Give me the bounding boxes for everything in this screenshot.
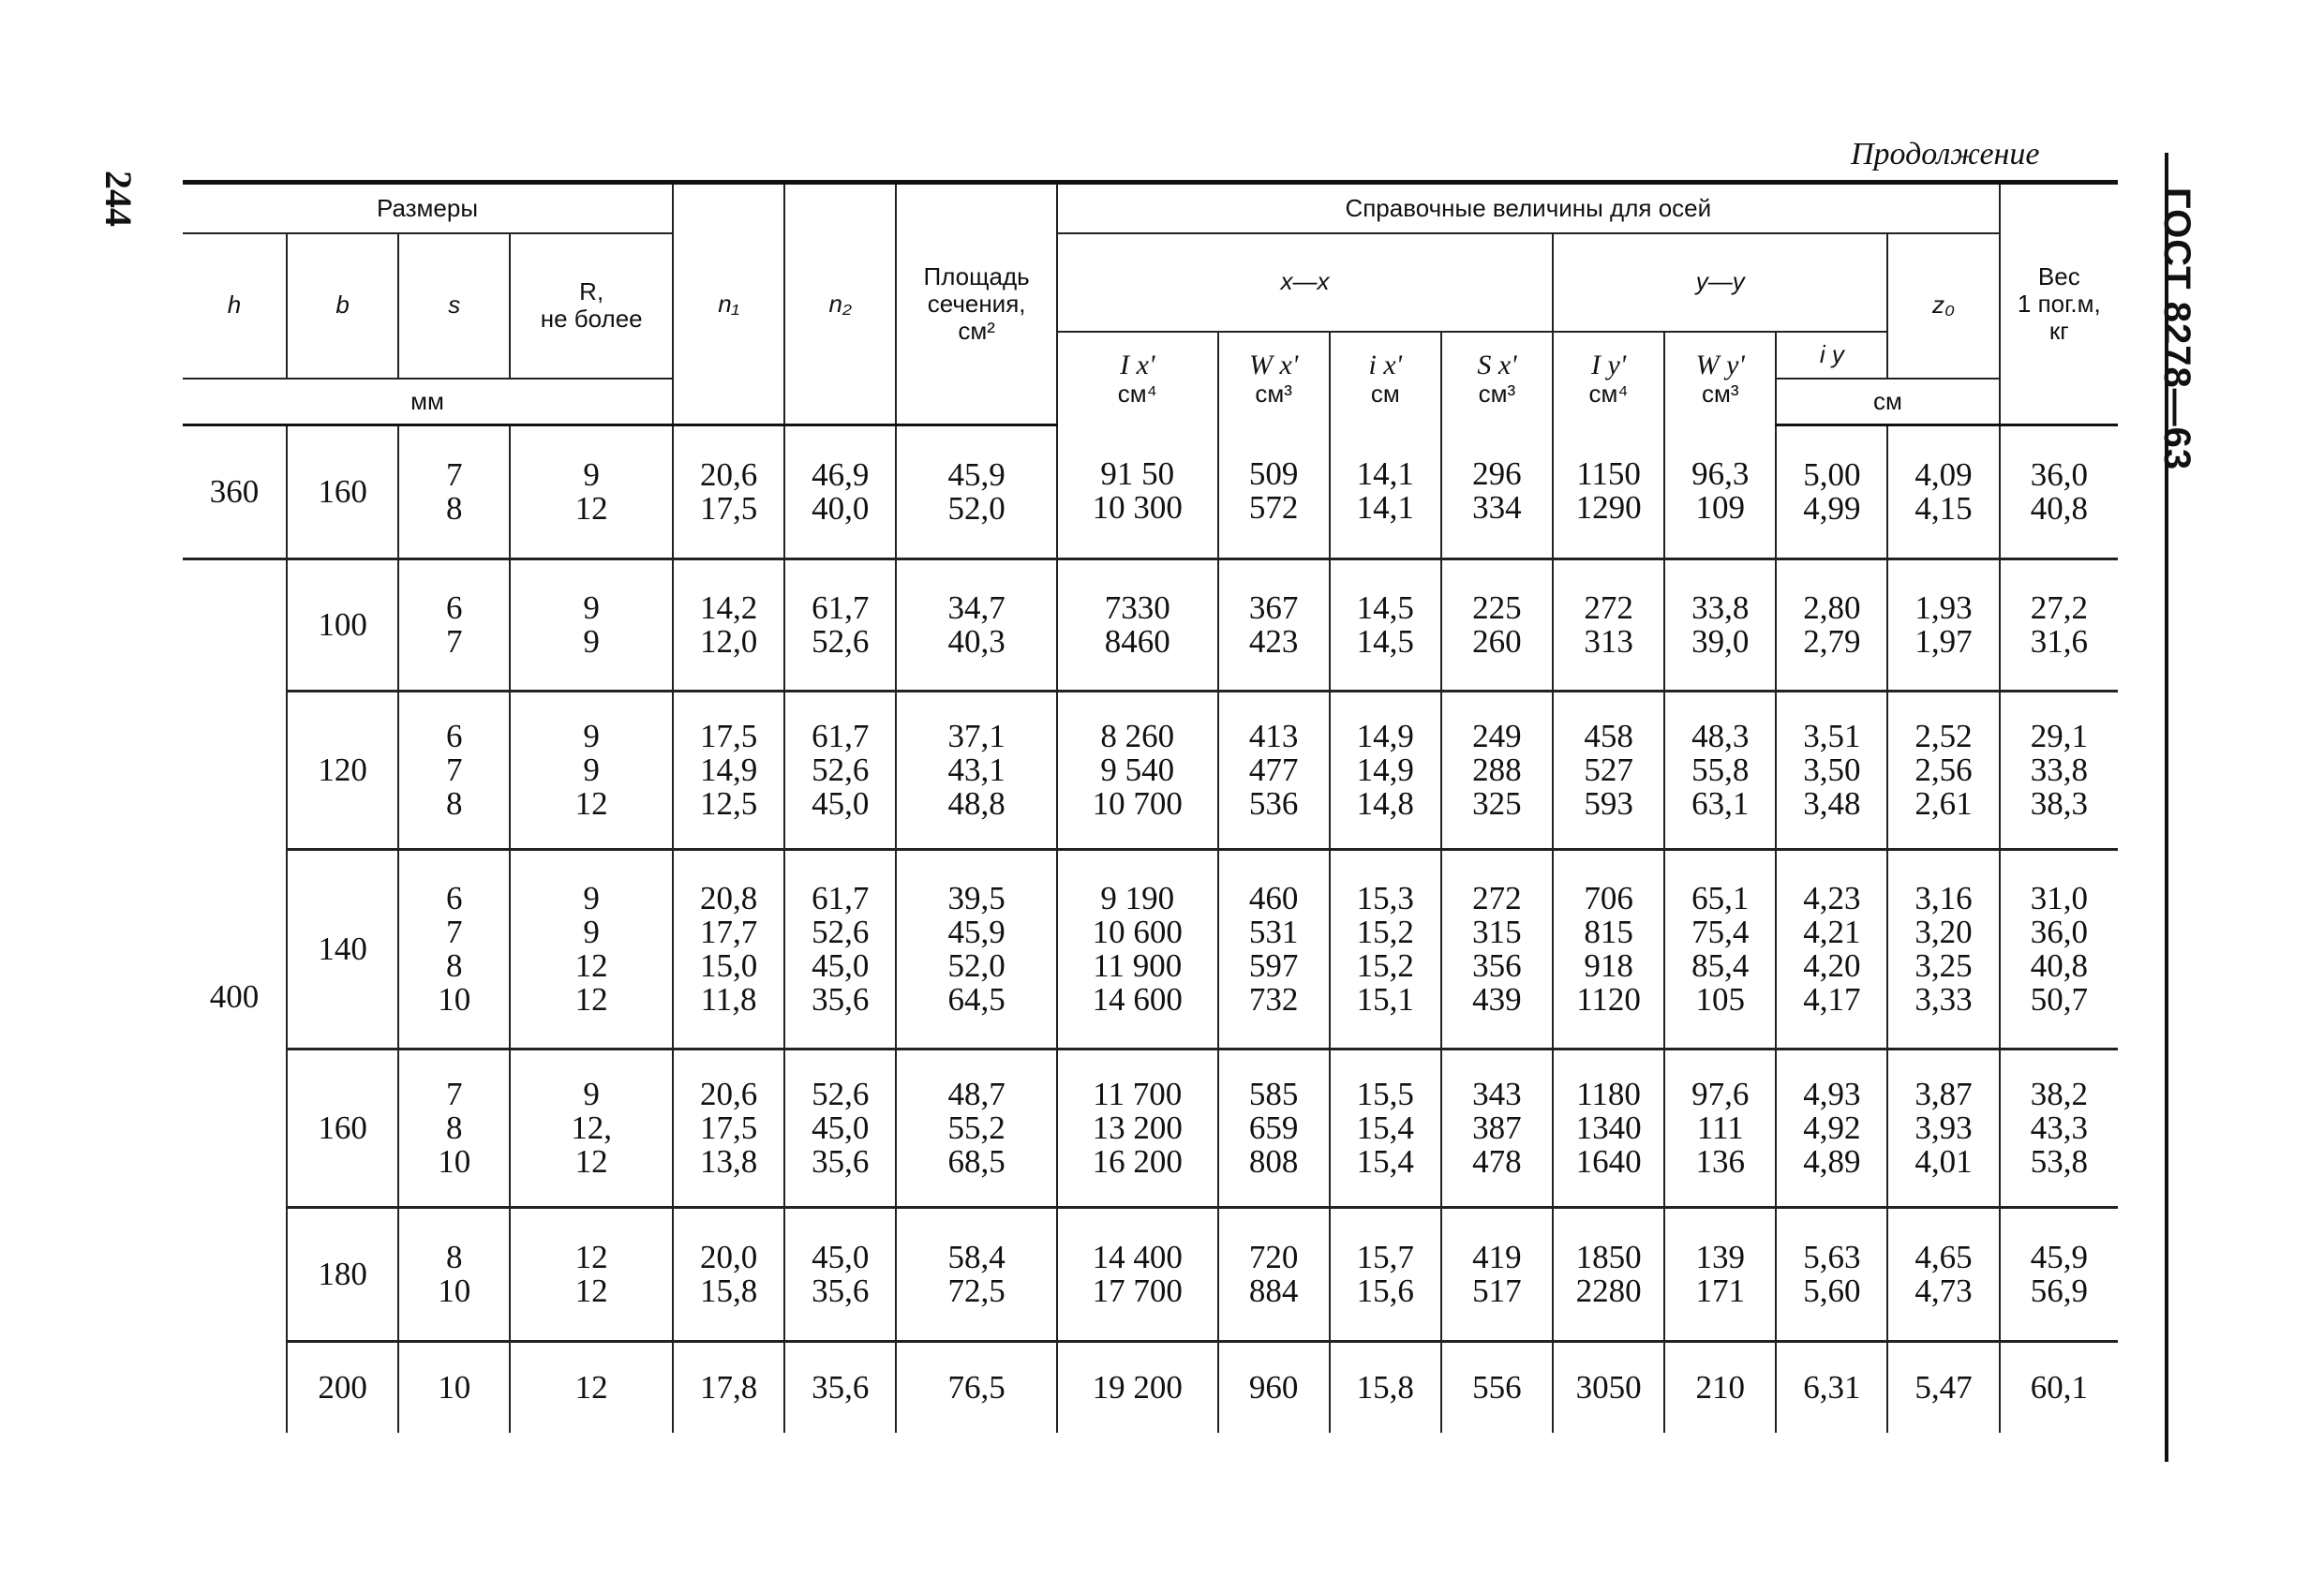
cell-s: 6 7 8 <box>398 692 510 850</box>
header-axis-yy: y—y <box>1553 233 1887 332</box>
cell-iy: 706 815 918 1120 <box>1553 850 1664 1050</box>
cell-ix: 8 260 9 540 10 700 <box>1057 692 1218 850</box>
cell-z0: 2,52 2,56 2,61 <box>1887 692 1999 850</box>
cell-ix: 19 200 <box>1057 1342 1218 1434</box>
cell-r: 9 9 <box>510 559 673 692</box>
cell-b: 160 <box>287 425 398 559</box>
cell-s: 10 <box>398 1342 510 1434</box>
cell-wx: 960 <box>1218 1342 1330 1434</box>
cell-ry: 3,51 3,50 3,48 <box>1776 692 1887 850</box>
cell-r: 9 12 <box>510 425 673 559</box>
header-s: s <box>398 233 510 379</box>
cell-rx: 14,9 14,9 14,8 <box>1330 692 1441 850</box>
cell-area: 48,7 55,2 68,5 <box>896 1050 1057 1208</box>
cell-ry: 6,31 <box>1776 1342 1887 1434</box>
cell-wy: 97,6 111 136 <box>1664 1050 1776 1208</box>
cell-area: 34,7 40,3 <box>896 559 1057 692</box>
header-weight: Вес 1 пог.м, кг <box>2000 183 2118 425</box>
cell-s: 6 7 <box>398 559 510 692</box>
header-rx: i x' см <box>1330 332 1441 425</box>
cell-rx: 15,8 <box>1330 1342 1441 1434</box>
cell-weight: 36,0 40,8 <box>2000 425 2118 559</box>
cell-z0: 3,87 3,93 4,01 <box>1887 1050 1999 1208</box>
cell-iy: 1150 1290 <box>1553 425 1664 559</box>
document-code: ГОСТ 8278—63 <box>2156 187 2197 471</box>
table-row <box>183 425 2118 559</box>
table-row <box>183 1342 2118 1434</box>
cell-r: 9 9 12 <box>510 692 673 850</box>
header-h: h <box>183 233 287 379</box>
cell-b: 200 <box>287 1342 398 1434</box>
cell-rx: 14,1 14,1 <box>1330 425 1441 559</box>
cell-sx: 343 387 478 <box>1441 1050 1553 1208</box>
cell-weight: 31,0 36,0 40,8 50,7 <box>2000 850 2118 1050</box>
header-wx: W x' см³ <box>1218 332 1330 425</box>
cell-wy: 33,8 39,0 <box>1664 559 1776 692</box>
cell-wx: 720 884 <box>1218 1208 1330 1342</box>
cell-n1: 20,0 15,8 <box>673 1208 784 1342</box>
cell-ry: 5,00 4,99 <box>1776 425 1887 559</box>
cell-b: 180 <box>287 1208 398 1342</box>
cell-ix: 7330 8460 <box>1057 559 1218 692</box>
cell-n2: 61,7 52,6 45,0 35,6 <box>784 850 896 1050</box>
header-sizes: Размеры <box>183 183 673 233</box>
cell-wx: 367 423 <box>1218 559 1330 692</box>
header-r: R, не более <box>510 233 673 379</box>
cell-n2: 61,7 52,6 45,0 <box>784 692 896 850</box>
cell-s: 6 7 8 10 <box>398 850 510 1050</box>
header-z0: z₀ <box>1887 233 1999 379</box>
header-area: Площадь сечения, см² <box>896 183 1057 425</box>
cell-wx: 413 477 536 <box>1218 692 1330 850</box>
cell-h: 400 <box>183 559 287 1434</box>
page-number: 244 <box>97 171 140 227</box>
cell-n1: 20,6 17,5 <box>673 425 784 559</box>
table-row <box>183 850 2118 1050</box>
header-sx: S x' см³ <box>1441 332 1553 425</box>
cell-ix: 11 700 13 200 16 200 <box>1057 1050 1218 1208</box>
header-reference: Справочные величины для осей <box>1057 183 2000 233</box>
cell-area: 58,4 72,5 <box>896 1208 1057 1342</box>
cell-sx: 556 <box>1441 1342 1553 1434</box>
header-axis-xx: x—x <box>1057 233 1553 332</box>
cell-ix: 9 190 10 600 11 900 14 600 <box>1057 850 1218 1050</box>
cell-wx: 585 659 808 <box>1218 1050 1330 1208</box>
cell-n2: 46,9 40,0 <box>784 425 896 559</box>
header-n1: n₁ <box>673 183 784 425</box>
cell-z0: 4,09 4,15 <box>1887 425 1999 559</box>
cell-area: 45,9 52,0 <box>896 425 1057 559</box>
cell-r: 9 9 12 12 <box>510 850 673 1050</box>
cell-iy: 458 527 593 <box>1553 692 1664 850</box>
cell-sx: 225 260 <box>1441 559 1553 692</box>
header-mm: мм <box>183 379 673 425</box>
cell-sx: 249 288 325 <box>1441 692 1553 850</box>
cell-r: 12 <box>510 1342 673 1434</box>
cell-iy: 3050 <box>1553 1342 1664 1434</box>
cell-b: 120 <box>287 692 398 850</box>
cell-n2: 61,7 52,6 <box>784 559 896 692</box>
cell-n1: 17,5 14,9 12,5 <box>673 692 784 850</box>
cell-rx: 14,5 14,5 <box>1330 559 1441 692</box>
cell-ry: 4,93 4,92 4,89 <box>1776 1050 1887 1208</box>
table-row <box>183 1208 2118 1342</box>
cell-wy: 48,3 55,8 63,1 <box>1664 692 1776 850</box>
cell-area: 39,5 45,9 52,0 64,5 <box>896 850 1057 1050</box>
cell-s: 8 10 <box>398 1208 510 1342</box>
cell-ry: 4,23 4,21 4,20 4,17 <box>1776 850 1887 1050</box>
header-b: b <box>287 233 398 379</box>
cell-n2: 35,6 <box>784 1342 896 1434</box>
cell-s: 7 8 10 <box>398 1050 510 1208</box>
continuation-label: Продолжение <box>1851 137 2040 171</box>
cell-n1: 17,8 <box>673 1342 784 1434</box>
cell-n1: 20,6 17,5 13,8 <box>673 1050 784 1208</box>
cell-h: 360 <box>183 425 287 559</box>
cell-z0: 5,47 <box>1887 1342 1999 1434</box>
cell-wy: 139 171 <box>1664 1208 1776 1342</box>
cell-iy: 1180 1340 1640 <box>1553 1050 1664 1208</box>
cell-iy: 272 313 <box>1553 559 1664 692</box>
cell-sx: 272 315 356 439 <box>1441 850 1553 1050</box>
cell-wx: 460 531 597 732 <box>1218 850 1330 1050</box>
cell-weight: 27,2 31,6 <box>2000 559 2118 692</box>
cell-b: 100 <box>287 559 398 692</box>
cell-weight: 38,2 43,3 53,8 <box>2000 1050 2118 1208</box>
cell-b: 140 <box>287 850 398 1050</box>
cell-weight: 60,1 <box>2000 1342 2118 1434</box>
cell-sx: 296 334 <box>1441 425 1553 559</box>
cell-ix: 14 400 17 700 <box>1057 1208 1218 1342</box>
cell-ry: 2,80 2,79 <box>1776 559 1887 692</box>
profile-table <box>183 180 2118 1433</box>
cell-rx: 15,7 15,6 <box>1330 1208 1441 1342</box>
cell-wx: 509 572 <box>1218 425 1330 559</box>
header-iy: I y' см⁴ <box>1553 332 1664 425</box>
header-ry: i y <box>1776 332 1887 379</box>
cell-n2: 52,6 45,0 35,6 <box>784 1050 896 1208</box>
cell-wy: 65,1 75,4 85,4 105 <box>1664 850 1776 1050</box>
cell-ry: 5,63 5,60 <box>1776 1208 1887 1342</box>
cell-area: 76,5 <box>896 1342 1057 1434</box>
cell-z0: 4,65 4,73 <box>1887 1208 1999 1342</box>
cell-n1: 20,8 17,7 15,0 11,8 <box>673 850 784 1050</box>
cell-z0: 1,93 1,97 <box>1887 559 1999 692</box>
cell-b: 160 <box>287 1050 398 1208</box>
header-n2: n₂ <box>784 183 896 425</box>
cell-n1: 14,2 12,0 <box>673 559 784 692</box>
cell-weight: 29,1 33,8 38,3 <box>2000 692 2118 850</box>
table-row <box>183 559 2118 692</box>
header-wy: W y' см³ <box>1664 332 1776 425</box>
cell-n2: 45,0 35,6 <box>784 1208 896 1342</box>
table-row <box>183 1050 2118 1208</box>
cell-area: 37,1 43,1 48,8 <box>896 692 1057 850</box>
cell-iy: 1850 2280 <box>1553 1208 1664 1342</box>
cell-sx: 419 517 <box>1441 1208 1553 1342</box>
cell-rx: 15,3 15,2 15,2 15,1 <box>1330 850 1441 1050</box>
header-cm: см <box>1776 379 1999 425</box>
cell-s: 7 8 <box>398 425 510 559</box>
cell-z0: 3,16 3,20 3,25 3,33 <box>1887 850 1999 1050</box>
cell-wy: 96,3 109 <box>1664 425 1776 559</box>
cell-r: 12 12 <box>510 1208 673 1342</box>
header-ix: I x' см⁴ <box>1057 332 1218 425</box>
cell-wy: 210 <box>1664 1342 1776 1434</box>
cell-weight: 45,9 56,9 <box>2000 1208 2118 1342</box>
cell-r: 9 12, 12 <box>510 1050 673 1208</box>
table-row <box>183 692 2118 850</box>
cell-rx: 15,5 15,4 15,4 <box>1330 1050 1441 1208</box>
cell-ix: 91 50 10 300 <box>1057 425 1218 559</box>
